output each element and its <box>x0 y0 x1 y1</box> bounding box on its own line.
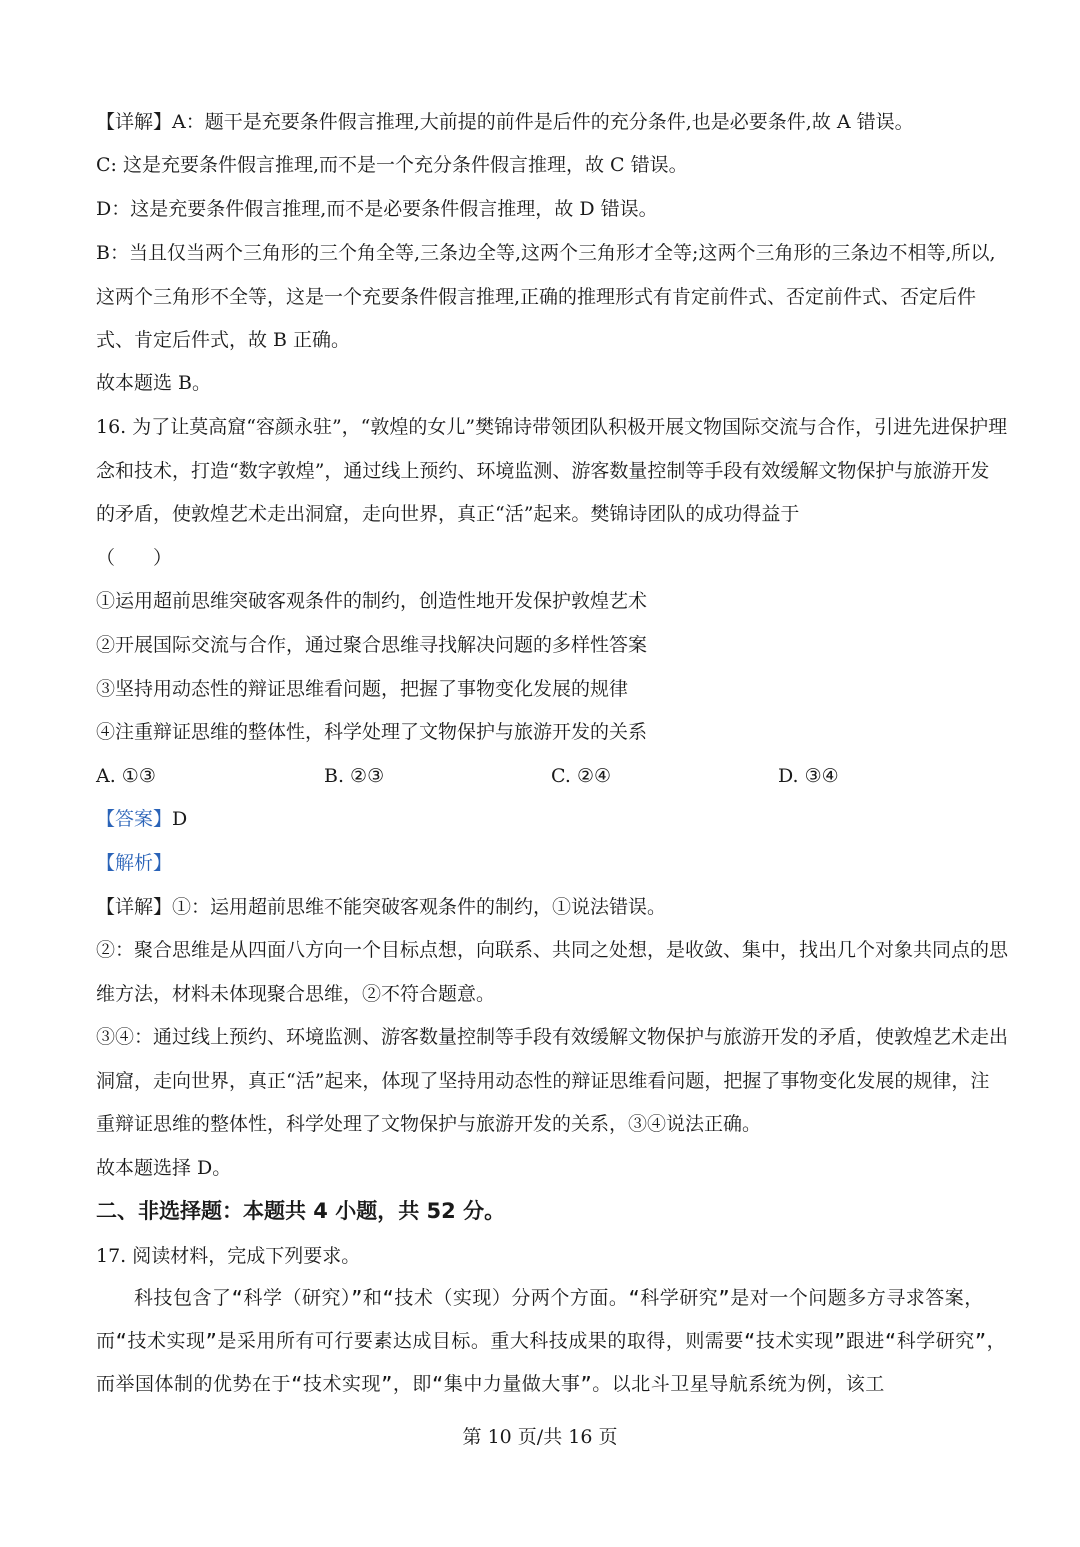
q15-conclusion: 故本题选 B。 <box>96 372 212 394</box>
q15-detail-d: D：这是充要条件假言推理,而不是必要条件假言推理，故 D 错误。 <box>96 198 658 220</box>
q16-statement-2: ②开展国际交流与合作，通过聚合思维寻找解决问题的多样性答案 <box>96 634 648 656</box>
q16-detail-1: 【详解】①：运用超前思维不能突破客观条件的制约，①说法错误。 <box>96 896 667 918</box>
q15-detail-b: B：当且仅当两个三角形的三个角全等,三条边全等,这两个三角形才全等;这两个三角形的三条边不相等,所以,这两个三角形不全等，这是一个充要条件假言推理,正确的推理形式有肯定前件式、否定前件式、否定后件式、肯定后件式，故 B 正确。 <box>96 242 996 351</box>
q16-option-d: D. ③④ <box>778 765 839 787</box>
q17-stem: 17. 阅读材料，完成下列要求。 <box>96 1245 361 1267</box>
page-footer: 第 10 页/共 16 页 <box>462 1426 618 1448</box>
q17-material: 科技包含了“科学（研究）”和“技术（实现）分两个方面。“科学研究”是对一个问题多方寻求答案，而“技术实现”是采用所有可行要素达成目标。重大科技成果的取得，则需要“技术实现”跟进“科学研究”，而举国体制的优势在于“技术实现”，即“集中力量做大事”。以北斗卫星导航系统为例，该工 <box>96 1287 1007 1395</box>
q16-analysis-label: 【解析】 <box>96 852 173 874</box>
q16-option-a: A. ①③ <box>96 765 156 787</box>
section-2-heading: 二、非选择题：本题共 4 小题，共 52 分。 <box>96 1199 506 1223</box>
q16-option-b: B. ②③ <box>324 765 385 787</box>
q15-detail-a: 【详解】A：题干是充要条件假言推理,大前提的前件是后件的充分条件,也是必要条件,故 A 错误。 <box>96 111 914 133</box>
answer-label: 【答案】 <box>96 808 173 830</box>
q16-conclusion: 故本题选择 D。 <box>96 1157 232 1179</box>
q16-answer <box>96 805 1008 833</box>
q16-statement-1: ①运用超前思维突破客观条件的制约，创造性地开发保护敦煌艺术 <box>96 590 648 612</box>
q16-detail-34: ③④：通过线上预约、环境监测、游客数量控制等手段有效缓解文物保护与旅游开发的矛盾，使敦煌艺术走出洞窟，走向世界，真正“活”起来，体现了坚持用动态性的辩证思维看问题，把握了事物变化发展的规律，注重辩证思维的整体性，科学处理了文物保护与旅游开发的关系，③④说法正确。 <box>96 1026 1009 1135</box>
q16-stem: 16. 为了让莫高窟“容颜永驻”，“敦煌的女儿”樊锦诗带领团队积极开展文物国际交流与合作，引进先进保护理念和技术，打造“数字敦煌”，通过线上预约、环境监测、游客数量控制等手段有效缓解文物保护与旅游开发的矛盾，使敦煌艺术走出洞窟，走向世界，真正“活”起来。樊锦诗团队的成功得益于 <box>96 416 1008 525</box>
q16-option-c: C. ②④ <box>551 765 612 787</box>
q16-detail-2: ②：聚合思维是从四面八方向一个目标点想，向联系、共同之处想，是收敛、集中，找出几个对象共同点的思维方法，材料未体现聚合思维，②不符合题意。 <box>96 939 1009 1005</box>
q15-detail-c: C: 这是充要条件假言推理,而不是一个充分条件假言推理，故 C 错误。 <box>96 154 688 176</box>
q16-statement-3: ③坚持用动态性的辩证思维看问题，把握了事物变化发展的规律 <box>96 678 629 700</box>
answer-value: D <box>172 808 188 830</box>
q16-blank: （ ） <box>96 547 173 569</box>
q16-statement-4: ④注重辩证思维的整体性，科学处理了文物保护与旅游开发的关系 <box>96 721 648 743</box>
